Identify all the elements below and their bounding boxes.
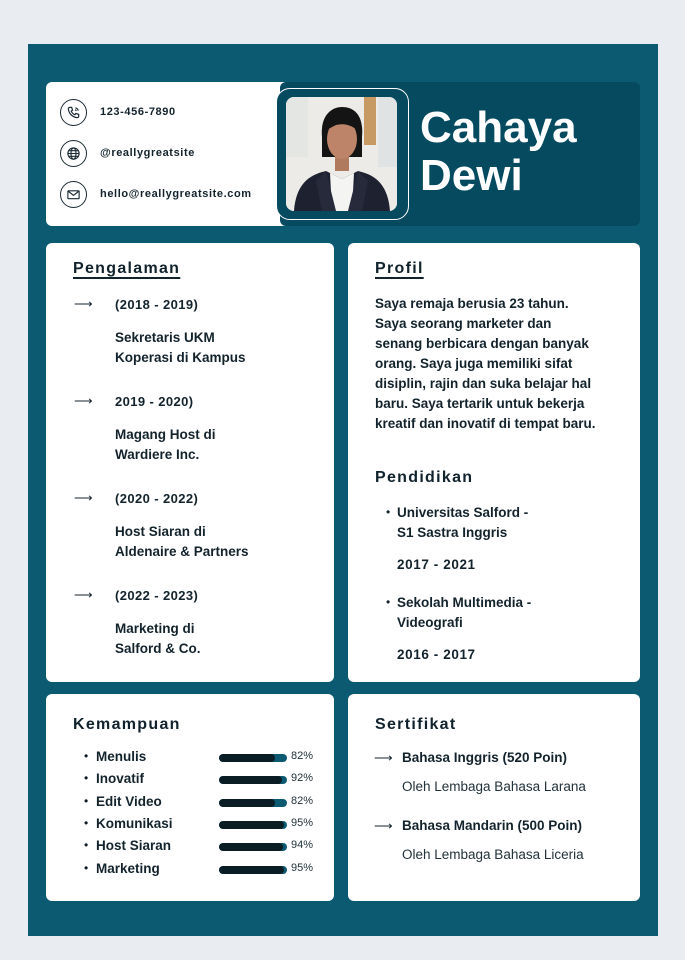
experience-years: 2019 - 2020): [115, 394, 194, 409]
role-line: Sekretaris UKM: [115, 330, 215, 345]
role-line: Koperasi di Kampus: [115, 350, 246, 365]
experience-title: Pengalaman: [73, 260, 181, 277]
profile-card: [348, 243, 640, 682]
skill-level-bar: [219, 754, 287, 762]
arrow-icon: ⟶: [74, 296, 93, 311]
experience-role: [115, 522, 249, 562]
experience-role: [115, 619, 201, 659]
profile-line: baru. Saya tertarik untuk bekerja: [375, 396, 585, 411]
bullet: •: [84, 771, 89, 786]
skill-percentage: 94%: [291, 839, 314, 852]
experience-years: (2020 - 2022): [115, 491, 199, 506]
arrow-icon: ⟶: [74, 587, 93, 602]
arrow-icon: ⟶: [74, 490, 93, 505]
profile-text: [375, 294, 615, 434]
skill-level-bar: [219, 821, 287, 829]
certificate-title: Bahasa Mandarin (500 Poin): [402, 818, 583, 833]
profile-line: Saya seorang marketer dan: [375, 316, 552, 331]
skill-row: [84, 794, 324, 812]
role-line: Aldenaire & Partners: [115, 544, 249, 559]
contact-phone: [60, 98, 176, 126]
skill-name: Menulis: [96, 749, 147, 764]
experience-card: [46, 243, 334, 682]
skill-level-bar: [219, 799, 287, 807]
skill-percentage: 82%: [291, 794, 314, 807]
skills-title: Kemampuan: [73, 716, 181, 733]
skill-percentage: 82%: [291, 750, 314, 762]
certificate-issuer: Oleh Lembaga Bahasa Liceria: [402, 847, 584, 862]
contact-website: [60, 139, 195, 167]
experience-role: [115, 328, 246, 368]
education-years: 2016 - 2017: [397, 647, 476, 662]
certificate-title: Bahasa Inggris (520 Poin): [402, 750, 568, 765]
bullet: •: [84, 815, 89, 830]
phone-icon: [60, 99, 87, 126]
role-line: Salford & Co.: [115, 641, 201, 656]
mail-icon: [60, 181, 87, 208]
skill-level-fill: [219, 754, 275, 762]
skill-level-bar: [219, 866, 287, 874]
skill-level-fill: [219, 799, 275, 807]
resume-sheet: [28, 44, 658, 936]
bullet: •: [84, 793, 89, 808]
skill-row: [84, 749, 324, 767]
role-line: Marketing di: [115, 621, 195, 636]
certificate-issuer: Oleh Lembaga Bahasa Larana: [402, 779, 586, 794]
education-school: [397, 503, 528, 543]
certificates-title: Sertifikat: [375, 716, 457, 733]
skill-level-fill: [219, 843, 283, 851]
certificates-card: [348, 694, 640, 901]
education-title: Pendidikan: [375, 469, 474, 486]
arrow-icon: ⟶: [74, 393, 93, 408]
skills-card: [46, 694, 334, 901]
website-handle: @reallygreatsite: [100, 147, 195, 159]
skill-name: Marketing: [96, 860, 160, 876]
skill-row: [84, 838, 324, 856]
skill-row: [84, 771, 324, 789]
arrow-icon: ⟶: [374, 818, 393, 833]
role-line: Wardiere Inc.: [115, 447, 200, 462]
role-line: Magang Host di: [115, 427, 216, 442]
contact-email: [60, 180, 252, 208]
skill-level-fill: [219, 866, 284, 874]
skill-percentage: 92%: [291, 772, 314, 785]
profile-title: Profil: [375, 260, 424, 277]
photo-frame: [276, 88, 409, 220]
skill-name: Komunikasi: [96, 815, 173, 831]
bullet: •: [386, 505, 391, 519]
bullet: •: [84, 860, 89, 875]
skill-level-fill: [219, 821, 284, 829]
bullet: •: [386, 595, 391, 609]
skill-name: Host Siaran: [96, 838, 172, 854]
experience-years: (2022 - 2023): [115, 588, 199, 603]
school-line: Universitas Salford -: [397, 505, 529, 520]
profile-line: disiplin, rajin dan suka belajar hal: [375, 376, 592, 391]
phone-number: 123-456-7890: [100, 106, 176, 118]
last-name: Dewi: [420, 151, 523, 200]
full-name: [420, 104, 577, 200]
profile-photo: [286, 97, 397, 211]
skill-row: [84, 861, 324, 879]
profile-line: orang. Saya juga memiliki sifat: [375, 356, 573, 371]
skill-row: [84, 816, 324, 834]
profile-line: Saya remaja berusia 23 tahun.: [375, 296, 569, 311]
education-school: [397, 593, 531, 633]
role-line: Host Siaran di: [115, 524, 206, 539]
skill-percentage: 95%: [291, 816, 314, 829]
skill-level-fill: [219, 776, 282, 784]
arrow-icon: ⟶: [374, 750, 393, 765]
skill-name: Inovatif: [96, 771, 145, 787]
skill-name: Edit Video: [96, 793, 162, 809]
experience-years: (2018 - 2019): [115, 297, 199, 312]
school-line: S1 Sastra Inggris: [397, 525, 508, 540]
skill-level-bar: [219, 776, 287, 784]
school-line: Sekolah Multimedia -: [397, 595, 532, 610]
profile-line: kreatif dan inovatif di tempat baru.: [375, 416, 596, 431]
globe-icon: [60, 140, 87, 167]
bullet: •: [84, 838, 89, 853]
education-years: 2017 - 2021: [397, 557, 476, 572]
profile-line: senang berbicara dengan banyak: [375, 336, 589, 351]
first-name: Cahaya: [420, 103, 577, 152]
skill-level-bar: [219, 843, 287, 851]
bullet: •: [84, 749, 89, 763]
experience-role: [115, 425, 216, 465]
email-address: hello@reallygreatsite.com: [100, 188, 252, 200]
skill-percentage: 95%: [291, 861, 314, 874]
school-line: Videografi: [397, 615, 463, 630]
